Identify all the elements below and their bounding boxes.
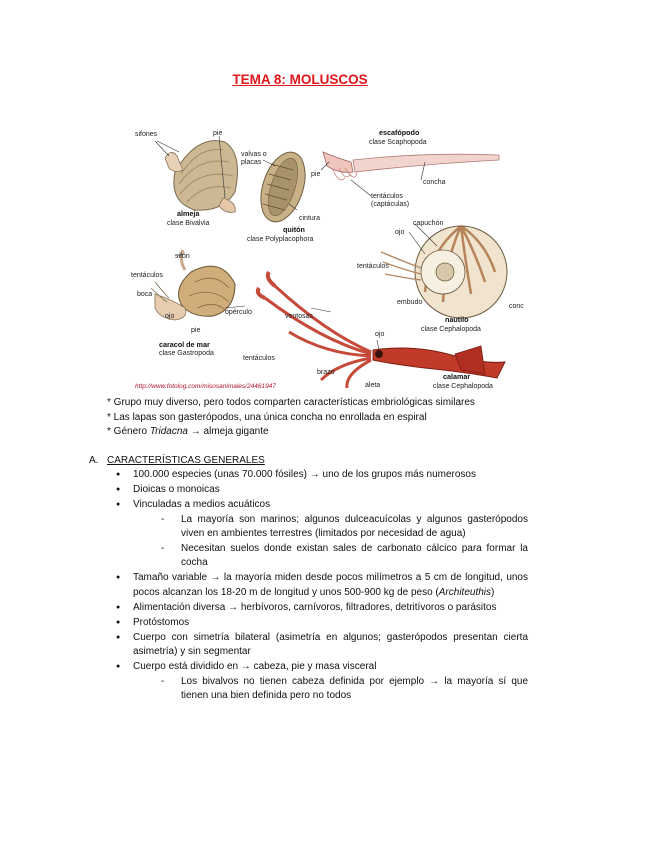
mollusc-illustration <box>125 122 535 394</box>
label-escafopodo: escafópodo <box>379 128 420 137</box>
label-quiton: quitón <box>283 225 305 234</box>
label-capuchon: capuchón <box>413 220 444 227</box>
clam-drawing <box>155 136 237 212</box>
image-credit: http://www.fotolog.com/misosanimales/24461947 <box>135 383 276 390</box>
label-calamar: calamar <box>443 372 471 381</box>
label-concha-escafopodo: concha <box>423 179 446 186</box>
label-ojo-caracol: ojo <box>165 313 175 320</box>
label-clase-scaphopoda: clase Scaphopoda <box>369 139 427 146</box>
section-general-characteristics <box>89 455 549 704</box>
list-item: ● Vinculadas a medios acuáticos - La mayoría son marinos; algunos dulceacuícolas y algunos gasterópodos viven en ambientes terrestres (limitados por necesidad de agua) - Necesitan suelos donde existan sales de carbonato cálcico para formar la cocha <box>133 498 528 571</box>
label-captaculas: (captáculas) <box>371 201 410 208</box>
list-item: ● Tamaño variable → la mayoría miden desde pocos milímetros a 5 cm de longitud, unos pocos alcanzan los 18-20 m de longitud y unos 500-900 kg de peso (Architeuthis) <box>133 571 528 600</box>
label-nautilo: nautilo <box>445 315 469 324</box>
sub-list-item: - La mayoría son marinos; algunos dulceacuícolas y algunos gasterópodos viven en ambientes terrestres (limitados por necesidad de agua) <box>181 513 528 542</box>
notes-list <box>107 396 475 440</box>
label-almeja: almeja <box>177 209 200 218</box>
label-placas: placas <box>241 159 262 166</box>
label-pie-escafopodo: pie <box>311 171 321 178</box>
label-valvas: valvas o <box>241 151 267 158</box>
label-ojo-nautilo: ojo <box>395 229 405 236</box>
label-aleta: aleta <box>365 382 381 389</box>
section-letter: A. <box>89 455 99 466</box>
sub-list <box>181 513 528 571</box>
label-brazo: brazo <box>317 369 335 376</box>
label-cintura: cintura <box>299 215 321 222</box>
label-sifon: sifón <box>175 253 190 260</box>
list-item: ● Cuerpo está dividido en → cabeza, pie y masa visceral - Los bivalvos no tienen cabeza definida por ejemplo → la mayoría sí que tienen una bien definida pero no todos <box>133 660 528 704</box>
list-item: ● Cuerpo con simetría bilateral (asimetría en algunos; gasterópodos presentan cierta asimetría) y sin segmentar <box>133 631 528 660</box>
label-embudo: embudo <box>397 299 423 306</box>
label-clase-cephalopoda-n: clase Cephalopoda <box>421 326 481 333</box>
label-clase-polyplacophora: clase Polyplacophora <box>247 236 314 243</box>
note-item: * Género Tridacna → almeja gigante <box>107 426 269 438</box>
label-operculo: opérculo <box>225 309 252 316</box>
list-item: ● Alimentación diversa → herbívoros, carnívoros, filtradores, detritívoros o parásitos <box>133 601 528 616</box>
label-clase-bivalvia: clase Bivalvia <box>167 220 210 227</box>
sub-list-item: - Necesitan suelos donde existan sales de carbonato cálcico para formar la cocha <box>181 542 528 571</box>
list-item: ● Protóstomos <box>133 616 528 631</box>
label-ojo-calamar: ojo <box>375 331 385 338</box>
label-concha-nautilo: conc <box>509 303 524 310</box>
page-title: TEMA 8: MOLUSCOS <box>232 72 368 87</box>
characteristics-list <box>133 468 528 704</box>
label-ventosas: ventosas <box>285 313 314 320</box>
label-caracol: caracol de mar <box>159 340 210 349</box>
label-pie-caracol: pie <box>191 327 201 334</box>
note-item: * Las lapas son gasterópodos, una única concha no enrollada en espiral <box>107 411 427 423</box>
label-tentaculos-caracol: tentáculos <box>131 272 163 279</box>
label-boca: boca <box>137 291 153 298</box>
sub-list-item: - Los bivalvos no tienen cabeza definida por ejemplo → la mayoría sí que tienen una bien definida pero no todos <box>181 675 528 704</box>
label-tentaculos-calamar: tentáculos <box>243 355 275 362</box>
sub-list <box>181 675 528 704</box>
label-sifones: sifones <box>135 131 158 138</box>
list-item: ● 100.000 especies (unas 70.000 fósiles) → uno de los grupos más numerosos <box>133 468 528 483</box>
label-pie-almeja: pie <box>213 130 223 137</box>
label-tentaculos-capt: tentáculos <box>371 193 403 200</box>
section-heading <box>89 455 549 466</box>
list-item: ● Dioicas o monoicas <box>133 483 528 498</box>
scaphopod-drawing <box>321 152 499 196</box>
section-title: CARACTERÍSTICAS GENERALES <box>107 455 265 466</box>
note-item: * Grupo muy diverso, pero todos comparten características embriológicas similares <box>107 397 475 408</box>
label-clase-gastropoda: clase Gastropoda <box>159 350 214 357</box>
label-clase-cephalopoda-c: clase Cephalopoda <box>433 383 493 390</box>
label-tentaculos-nautilo: tentáculos <box>357 263 389 270</box>
